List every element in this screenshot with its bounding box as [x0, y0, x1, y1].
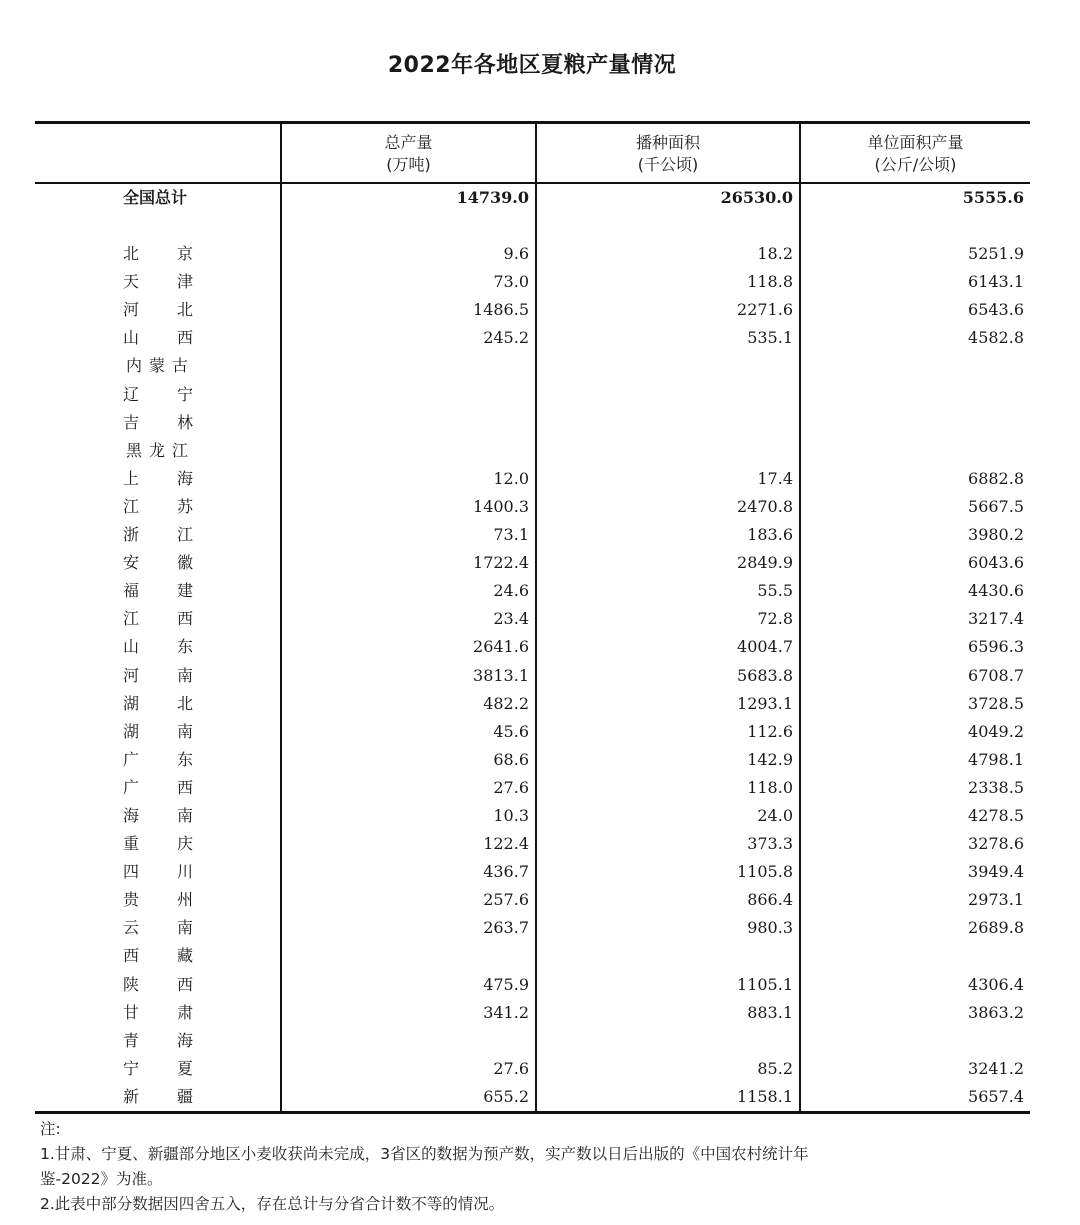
- area-cell: 72.8: [757, 609, 793, 629]
- note-2: 2.此表中部分数据因四舍五入，存在总计与分省合计数不等的情况。: [40, 1195, 505, 1213]
- region-name: [123, 999, 193, 1027]
- region-name-char: 江: [123, 609, 140, 629]
- region-cell: [35, 914, 280, 942]
- region-name-char: 徽: [176, 553, 193, 573]
- yield-cell: [801, 942, 1030, 970]
- region-cell: [35, 577, 280, 605]
- production-cell: 263.7: [483, 918, 529, 938]
- region-cell: [35, 605, 280, 633]
- yield-cell: 6596.3: [968, 637, 1024, 657]
- region-name-char: 云: [123, 918, 140, 938]
- production-cell: 475.9: [483, 974, 529, 994]
- region-name-char: 海: [176, 1030, 193, 1050]
- yield-cell: [801, 1027, 1030, 1055]
- table-header: [35, 124, 1030, 182]
- yield-cell: 5667.5: [968, 496, 1024, 516]
- production-cell: [282, 381, 535, 409]
- production-cell: 45.6: [493, 721, 529, 741]
- area-cell: [537, 381, 799, 409]
- summer-grain-table: [35, 121, 1030, 1114]
- region-name-char: 肃: [176, 1002, 193, 1022]
- production-cell: [282, 409, 535, 437]
- area-cell: 4004.7: [737, 637, 793, 657]
- region-cell: [35, 690, 280, 718]
- area-cell: 1105.8: [737, 862, 793, 882]
- region-cell: [35, 521, 280, 549]
- total-production-cell: 14739.0: [456, 188, 529, 207]
- row-spacer: [35, 212, 280, 240]
- region-name: [123, 549, 193, 577]
- region-name: [123, 521, 193, 549]
- production-cell: [282, 1027, 535, 1055]
- region-cell: [35, 971, 280, 999]
- yield-cell: 6882.8: [968, 468, 1024, 488]
- region-cell: [35, 324, 280, 352]
- production-cell: 9.6: [503, 244, 529, 264]
- footnotes: [40, 1117, 1040, 1217]
- region-name-char: 陕: [123, 974, 140, 994]
- region-name: [123, 324, 193, 352]
- region-name-char: 藏: [176, 946, 193, 966]
- region-cell: [35, 942, 280, 970]
- area-cell: 883.1: [747, 1002, 793, 1022]
- region-cell: [35, 774, 280, 802]
- region-cell: [35, 1055, 280, 1083]
- production-cell: 2641.6: [473, 637, 529, 657]
- region-cell: [35, 268, 280, 296]
- region-column: [35, 184, 280, 1111]
- note-1-line-2: 鉴-2022》为准。: [40, 1170, 163, 1188]
- region-name-char: 四: [123, 862, 140, 882]
- yield-cell: 5657.4: [968, 1086, 1024, 1106]
- production-cell: 27.6: [493, 1058, 529, 1078]
- region-name: [123, 942, 193, 970]
- region-name-char: 山: [123, 328, 140, 348]
- region-name-char: 北: [123, 244, 140, 264]
- region-name: [123, 746, 193, 774]
- region-name: [123, 971, 193, 999]
- production-cell: 3813.1: [473, 665, 529, 685]
- yield-cell: 4278.5: [968, 805, 1024, 825]
- region-name-char: 南: [176, 918, 193, 938]
- region-name-char: 安: [123, 553, 140, 573]
- yield-cell: 3241.2: [968, 1058, 1024, 1078]
- region-name: [123, 1083, 193, 1111]
- yield-cell: 4306.4: [968, 974, 1024, 994]
- region-name-char: 江: [176, 525, 193, 545]
- region-name-char: 海: [123, 805, 140, 825]
- production-cell: 482.2: [483, 693, 529, 713]
- region-name-char: 河: [123, 300, 140, 320]
- region-name-char: 内: [126, 356, 143, 376]
- production-cell: 245.2: [483, 328, 529, 348]
- region-cell: [35, 633, 280, 661]
- yield-cell: 5251.9: [968, 244, 1024, 264]
- yield-cell: [801, 409, 1030, 437]
- area-cell: 112.6: [747, 721, 793, 741]
- region-name-char: 广: [123, 777, 140, 797]
- region-cell: [35, 858, 280, 886]
- header-area: 播种面积 (千公顷): [535, 124, 799, 182]
- region-name: [123, 381, 193, 409]
- region-name-char: 北: [176, 300, 193, 320]
- yield-cell: [801, 381, 1030, 409]
- yield-cell: 6043.6: [968, 553, 1024, 573]
- region-name-char: 林: [176, 412, 193, 432]
- region-name: [123, 577, 193, 605]
- production-cell: 1722.4: [473, 553, 529, 573]
- page-title: 2022年各地区夏粮产量情况: [387, 53, 677, 78]
- yield-cell: 3949.4: [968, 862, 1024, 882]
- region-name: [123, 690, 193, 718]
- production-cell: 73.1: [493, 525, 529, 545]
- production-cell: [282, 437, 535, 465]
- area-cell: 1293.1: [737, 693, 793, 713]
- area-cell: [537, 437, 799, 465]
- region-name-char: 庆: [176, 834, 193, 854]
- region-cell: [35, 493, 280, 521]
- area-cell: 118.8: [747, 272, 793, 292]
- region-name-char: 新: [123, 1086, 140, 1106]
- region-name-char: 东: [176, 637, 193, 657]
- yield-cell: 3863.2: [968, 1002, 1024, 1022]
- area-cell: [537, 1027, 799, 1055]
- region-cell: [35, 296, 280, 324]
- region-name-char: 东: [176, 749, 193, 769]
- region-name-char: 建: [176, 581, 193, 601]
- region-name-char: 西: [176, 974, 193, 994]
- area-cell: 980.3: [747, 918, 793, 938]
- region-name-char: 甘: [123, 1002, 140, 1022]
- total-yield-cell: 5555.6: [962, 188, 1024, 207]
- production-cell: 24.6: [493, 581, 529, 601]
- header-production: 总产量 (万吨): [280, 124, 535, 182]
- area-cell: 118.0: [747, 777, 793, 797]
- region-name-char: 黑: [126, 440, 143, 460]
- region-name-char: 江: [123, 496, 140, 516]
- area-cell: 5683.8: [737, 665, 793, 685]
- region-name: [123, 718, 193, 746]
- region-name-char: 州: [176, 890, 193, 910]
- region-cell: [35, 240, 280, 268]
- region-name-char: 福: [123, 581, 140, 601]
- production-cell: 341.2: [483, 1002, 529, 1022]
- production-cell: 27.6: [493, 777, 529, 797]
- region-name-char: 南: [176, 721, 193, 741]
- yield-cell: 6708.7: [968, 665, 1024, 685]
- region-name-char: 山: [123, 637, 140, 657]
- production-cell: 23.4: [493, 609, 529, 629]
- region-name: [123, 1027, 193, 1055]
- yield-cell: 6543.6: [968, 300, 1024, 320]
- region-name: [123, 1055, 193, 1083]
- area-cell: 17.4: [757, 468, 793, 488]
- area-cell: 183.6: [747, 525, 793, 545]
- region-name-char: 吉: [123, 412, 140, 432]
- region-name: [123, 662, 193, 690]
- region-name-char: 津: [176, 272, 193, 292]
- region-name-char: 上: [123, 468, 140, 488]
- production-cell: 12.0: [493, 468, 529, 488]
- total-region-label: 全国总计: [123, 188, 188, 207]
- region-name-char: 川: [176, 862, 193, 882]
- region-name-char: 湖: [123, 693, 140, 713]
- region-name: [123, 802, 193, 830]
- yield-cell: 4430.6: [968, 581, 1024, 601]
- region-name-char: 蒙: [148, 356, 165, 376]
- region-name-char: 贵: [123, 890, 140, 910]
- region-cell: [35, 352, 280, 380]
- region-name-char: 浙: [123, 525, 140, 545]
- region-name-char: 辽: [123, 384, 140, 404]
- region-name-char: 南: [176, 665, 193, 685]
- region-cell: [35, 830, 280, 858]
- area-cell: 866.4: [747, 890, 793, 910]
- production-column: [280, 184, 535, 1111]
- region-name-char: 海: [176, 468, 193, 488]
- yield-cell: 4049.2: [968, 721, 1024, 741]
- yield-cell: 3217.4: [968, 609, 1024, 629]
- area-cell: 2271.6: [737, 300, 793, 320]
- production-cell: 257.6: [483, 890, 529, 910]
- region-name-char: 疆: [176, 1086, 193, 1106]
- region-cell: [35, 1027, 280, 1055]
- region-cell: [35, 718, 280, 746]
- region-cell: [35, 409, 280, 437]
- region-name: [123, 886, 193, 914]
- header-yield: 单位面积产量 (公斤/公顷): [799, 124, 1030, 182]
- production-cell: 122.4: [483, 834, 529, 854]
- region-name: [123, 774, 193, 802]
- total-region-cell: [35, 184, 280, 212]
- yield-cell: 4582.8: [968, 328, 1024, 348]
- region-name-char: 苏: [176, 496, 193, 516]
- region-name-char: 西: [176, 777, 193, 797]
- region-name: [123, 914, 193, 942]
- area-cell: 55.5: [757, 581, 793, 601]
- yield-cell: 6143.1: [968, 272, 1024, 292]
- area-cell: [537, 409, 799, 437]
- total-area-cell: 26530.0: [720, 188, 793, 207]
- yield-cell: 3728.5: [968, 693, 1024, 713]
- region-name: [123, 605, 193, 633]
- production-cell: 1486.5: [473, 300, 529, 320]
- area-cell: 373.3: [747, 834, 793, 854]
- production-cell: [282, 352, 535, 380]
- area-cell: 535.1: [747, 328, 793, 348]
- area-cell: 85.2: [757, 1058, 793, 1078]
- region-name-char: 湖: [123, 721, 140, 741]
- production-cell: 436.7: [483, 862, 529, 882]
- region-name: [123, 633, 193, 661]
- yield-cell: 3980.2: [968, 525, 1024, 545]
- row-spacer: [537, 212, 799, 240]
- yield-cell: 2973.1: [968, 890, 1024, 910]
- region-cell: [35, 381, 280, 409]
- row-spacer: [282, 212, 535, 240]
- region-cell: [35, 746, 280, 774]
- area-cell: 142.9: [747, 749, 793, 769]
- region-name-char: 河: [123, 665, 140, 685]
- yield-cell: 2338.5: [968, 777, 1024, 797]
- row-spacer: [801, 212, 1030, 240]
- region-cell: [35, 999, 280, 1027]
- table-bottom-rule: [35, 1111, 1030, 1114]
- yield-column: [799, 184, 1030, 1111]
- area-cell: [537, 942, 799, 970]
- region-name-char: 天: [123, 272, 140, 292]
- region-name-char: 宁: [123, 1058, 140, 1078]
- region-name-char: 夏: [176, 1058, 193, 1078]
- area-cell: 24.0: [757, 805, 793, 825]
- yield-cell: [801, 352, 1030, 380]
- area-cell: 2849.9: [737, 553, 793, 573]
- region-name: [123, 437, 188, 465]
- region-cell: [35, 549, 280, 577]
- area-cell: 1158.1: [737, 1086, 793, 1106]
- yield-cell: 4798.1: [968, 749, 1024, 769]
- region-name: [123, 493, 193, 521]
- region-name-char: 南: [176, 805, 193, 825]
- region-name: [123, 858, 193, 886]
- notes-heading: 注:: [40, 1120, 61, 1138]
- yield-cell: 3278.6: [968, 834, 1024, 854]
- region-name: [123, 830, 193, 858]
- region-name-char: 古: [171, 356, 188, 376]
- region-cell: [35, 437, 280, 465]
- yield-cell: 2689.8: [968, 918, 1024, 938]
- yield-cell: [801, 437, 1030, 465]
- region-name-char: 江: [171, 440, 188, 460]
- header-region: [35, 124, 280, 182]
- region-name-char: 西: [176, 328, 193, 348]
- note-1-line-1: 1.甘肃、宁夏、新疆部分地区小麦收获尚未完成，3省区的数据为预产数，实产数以日后出版的《中国农村统计年: [40, 1145, 809, 1163]
- region-name-char: 西: [176, 609, 193, 629]
- region-name-char: 重: [123, 834, 140, 854]
- region-name-char: 京: [176, 244, 193, 264]
- region-name: [123, 268, 193, 296]
- production-cell: 10.3: [493, 805, 529, 825]
- production-cell: 73.0: [493, 272, 529, 292]
- area-cell: [537, 352, 799, 380]
- region-cell: [35, 465, 280, 493]
- region-cell: [35, 662, 280, 690]
- region-name-char: 龙: [148, 440, 165, 460]
- region-name-char: 青: [123, 1030, 140, 1050]
- production-cell: 1400.3: [473, 496, 529, 516]
- region-name-char: 北: [176, 693, 193, 713]
- production-cell: 655.2: [483, 1086, 529, 1106]
- region-cell: [35, 1083, 280, 1111]
- region-name-char: 广: [123, 749, 140, 769]
- area-cell: 2470.8: [737, 496, 793, 516]
- region-name-char: 宁: [176, 384, 193, 404]
- area-cell: 18.2: [757, 244, 793, 264]
- region-name: [123, 352, 188, 380]
- table-body: [35, 184, 1030, 1111]
- region-name: [123, 296, 193, 324]
- production-cell: 68.6: [493, 749, 529, 769]
- region-cell: [35, 886, 280, 914]
- region-name: [123, 240, 193, 268]
- region-cell: [35, 802, 280, 830]
- area-column: [535, 184, 799, 1111]
- region-name: [123, 409, 193, 437]
- production-cell: [282, 942, 535, 970]
- area-cell: 1105.1: [737, 974, 793, 994]
- region-name-char: 西: [123, 946, 140, 966]
- region-name: [123, 465, 193, 493]
